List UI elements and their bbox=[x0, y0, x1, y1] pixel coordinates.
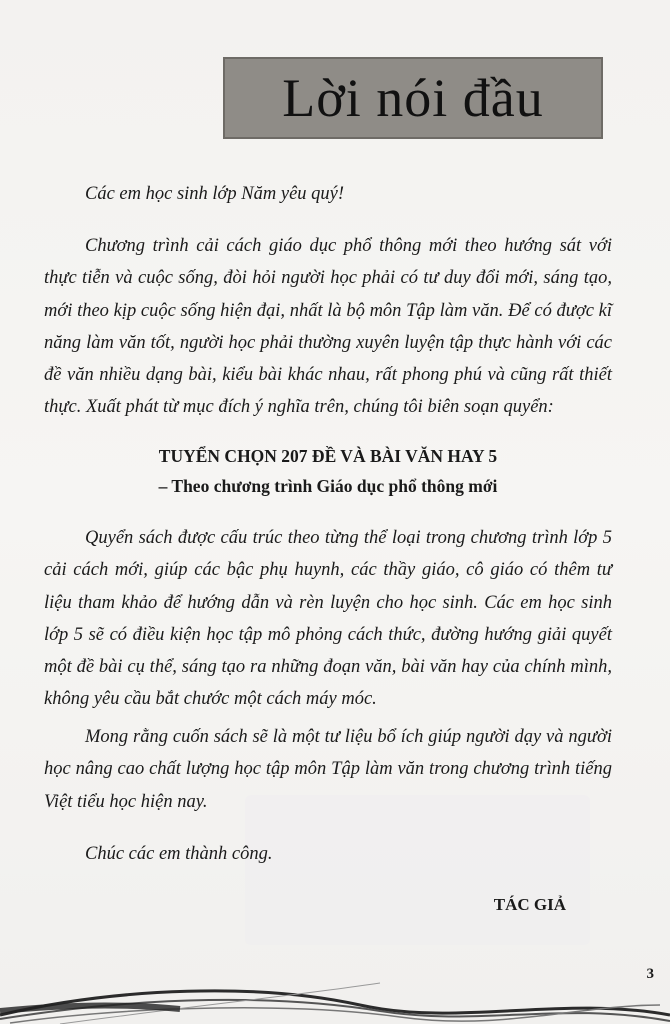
title-banner bbox=[223, 57, 603, 139]
author-signature: TÁC GIẢ bbox=[493, 895, 566, 914]
closing-text: Chúc các em thành công. bbox=[85, 844, 273, 864]
paragraph-intro-text: Chương trình cải cách giáo dục phổ thông mới theo hướng sát với thực tiễn và cuộc sống, đòi hỏi người học phải có tư duy đổi mới, sáng tạo, mới theo kịp cuộc sống hiện đại, nhất là bộ môn Tập làm văn. Để có được kĩ năng làm văn tốt, người học phải thường xuyên luyện tập thực hành với các đề văn nhiều dạng bài, kiểu bài khác nhau, rất phong phú và cũng rất thiết thực. Xuất phát từ mục đích ý nghĩa trên, chúng tôi biên soạn quyển: bbox=[44, 236, 612, 418]
paragraph-intro bbox=[44, 230, 612, 424]
paragraph-hope bbox=[44, 721, 612, 818]
greeting bbox=[44, 178, 612, 210]
greeting-text: Các em học sinh lớp Năm yêu quý! bbox=[85, 184, 345, 204]
book-subtitle: – Theo chương trình Giáo dục phổ thông mới bbox=[158, 476, 498, 496]
closing bbox=[44, 838, 612, 870]
paragraph-hope-text: Mong rằng cuốn sách sẽ là một tư liệu bổ ích giúp người dạy và người học nâng cao chất lượng học tập môn Tập làm văn trong chương trình tiếng Việt tiểu học hiện nay. bbox=[44, 727, 612, 812]
book-title: TUYỂN CHỌN 207 ĐỀ VÀ BÀI VĂN HAY 5 bbox=[158, 446, 498, 466]
paragraph-structure-text: Quyển sách được cấu trúc theo từng thể loại trong chương trình lớp 5 cải cách mới, giúp các bậc phụ huynh, các thầy giáo, cô giáo có thêm tư liệu tham khảo để hướng dẫn và rèn luyện cho học sinh. Các em học sinh lớp 5 sẽ có điều kiện học tập mô phỏng cách thức, đường hướng giải quyết một đề bài cụ thể, sáng tạo ra những đoạn văn, bài văn hay của chính mình, không yêu cầu bắt chước một cách máy móc. bbox=[44, 528, 612, 710]
paragraph-structure bbox=[44, 522, 612, 716]
page-number: 3 bbox=[646, 966, 654, 982]
page-title: Lời nói đầu bbox=[282, 68, 544, 128]
decorative-swoosh-icon bbox=[0, 975, 670, 1024]
